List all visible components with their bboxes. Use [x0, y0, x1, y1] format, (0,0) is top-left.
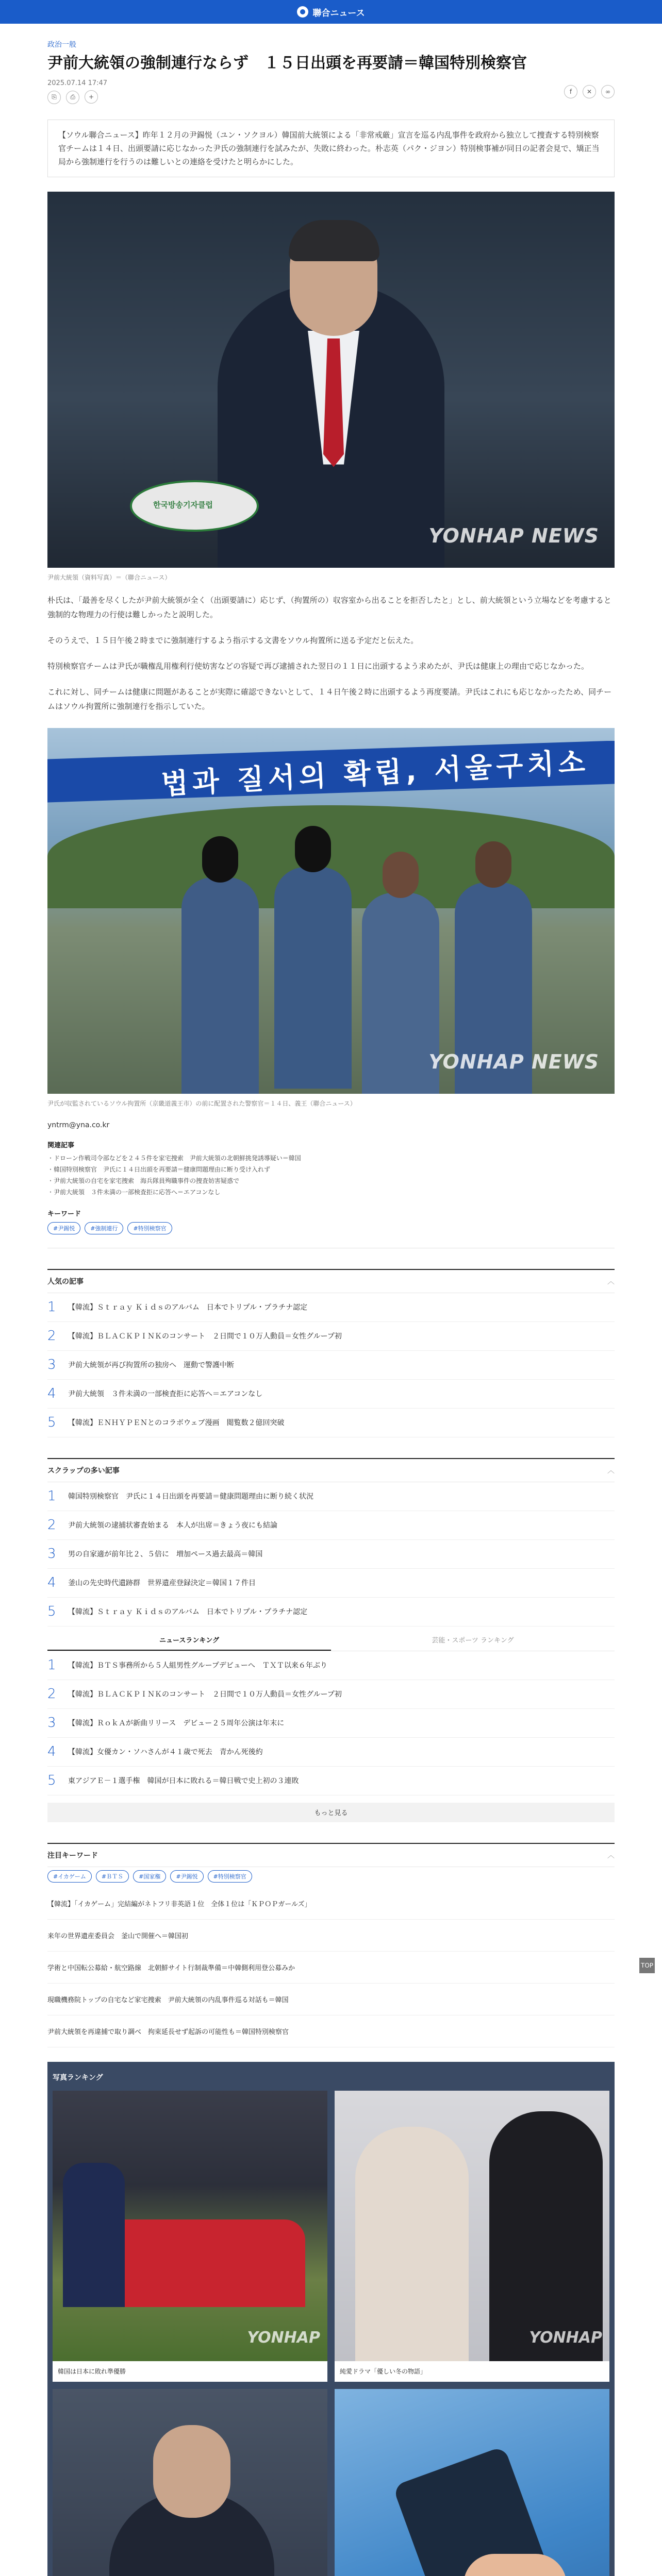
article-paragraph: これに対し、同チームは健康に問題があることが実際に確認できないとして、１４日午後２時に出頭するよう再度要請。尹氏はこれにも応じなかったため、同チームはソウル拘置所に強制連行を指示していた。	[47, 687, 612, 711]
keyword-tag[interactable]: #強制連行	[85, 1222, 123, 1234]
scrap-item[interactable]	[47, 1540, 615, 1569]
keyword-tag[interactable]: #尹錫悦	[47, 1222, 80, 1234]
rank-number: 5	[47, 1773, 56, 1788]
trending-tags	[47, 1870, 615, 1883]
ranking-tabs	[47, 1630, 615, 1651]
trending-tag[interactable]: #イカゲーム	[47, 1870, 92, 1883]
scrap-item-label: 韓国特別検察官 尹氏に１４日出頭を再要請＝健康問題理由に断り続く状況	[68, 1493, 313, 1501]
photo1-caption: 尹前大統領（資料写真）＝（聯合ニュース）	[47, 573, 171, 581]
bookmark-icon[interactable]: ⎘	[47, 91, 61, 104]
scrap-item[interactable]	[47, 1598, 615, 1626]
meta-row	[47, 79, 615, 104]
photo-card-image	[335, 2091, 609, 2361]
photo-officer	[274, 867, 352, 1089]
photo-officer	[362, 893, 439, 1094]
rank-number: 1	[47, 1299, 56, 1315]
photo-card-image	[335, 2389, 609, 2576]
keyword-tag[interactable]: #特別検察官	[127, 1222, 172, 1234]
rank-number: 2	[47, 1686, 56, 1702]
rank-number: 1	[47, 1657, 56, 1673]
popular-item-label: 【韓流】ＥＮＨＹＰＥＮとのコラボウェブ漫画 閲覧数２億回突破	[68, 1419, 285, 1427]
site-name[interactable]: 聯合ニュース	[312, 8, 365, 19]
scrap-item-label: 男の自家適が前年比２、５倍に 増加ペース過去最高＝韓国	[68, 1550, 263, 1558]
yonhap-logo-icon[interactable]	[297, 6, 308, 18]
ranking-item[interactable]	[47, 1651, 615, 1680]
rank-number: 4	[47, 1575, 56, 1590]
microphone-sign: 한국방송기자클럽	[153, 500, 213, 510]
photo-watermark: YONHAP	[247, 2328, 320, 2347]
related-item[interactable]: ・ ドローン作戦司令部などを２４５件を家宅捜索 尹前大統領の北朝鮮挑発誘導疑い＝韓国	[47, 1153, 615, 1164]
rank-number: 1	[47, 1488, 56, 1504]
article-headline: 尹前大統領の強制連行ならず １５日出頭を再要請＝韓国特別検察官	[47, 54, 527, 72]
popular-item[interactable]	[47, 1380, 615, 1409]
trending-news-item[interactable]: 尹前大統領を再違捕で取り調べ 拘束延長せず起訴の可能性も＝韓国特別検察官	[47, 2015, 615, 2047]
scrap-title: スクラップの多い記事	[47, 1466, 120, 1475]
trending-news-item[interactable]: 現職機務院トップの自宅など家宅捜索 尹前大統領の内乱事件巡る対話も＝韓国	[47, 1984, 615, 2015]
popular-item-label: 【韓流】ＢＬＡＣＫＰＩＮＫのコンサート ２日間で１０万人動員＝女性グループ初	[68, 1332, 342, 1341]
site-header	[0, 0, 662, 24]
facebook-share-icon[interactable]: f	[564, 85, 577, 98]
article-container	[47, 39, 615, 2576]
scrap-articles	[47, 1458, 615, 1626]
rank-number: 2	[47, 1517, 56, 1533]
tab-entertainment-ranking[interactable]: 芸能・スポーツ ランキング	[432, 1636, 514, 1645]
reporter-email[interactable]: yntrm@yna.co.kr	[47, 1121, 110, 1129]
scrap-item-label: 【韓流】Ｓｔｒａｙ Ｋｉｄｓのアルバム 日本でトリプル・プラチナ認定	[68, 1608, 308, 1616]
trending-title: 注目キーワード	[47, 1851, 98, 1860]
photo-figure-hair	[289, 220, 379, 261]
ranking-item-label: 東アジアＥ－１選手権 韓国が日本に敗れる＝韓日戦で史上初の３連敗	[68, 1777, 299, 1785]
chevron-up-icon[interactable]: ︿	[607, 1851, 615, 1860]
popular-item[interactable]	[47, 1293, 615, 1322]
chevron-up-icon[interactable]: ︿	[607, 1466, 615, 1475]
photo-ranking-title: 写真ランキング	[53, 2073, 103, 2082]
article-summary: 【ソウル聯合ニュース】昨年１２月の尹錫悦（ユン・ソクヨル）韓国前大統領による「非常戒厳」宣言を巡る内乱事件を政府から独立して捜査する特別検察官チームは１４日、出頭要請に応じなかった尹氏の強制連行を試みたが、失敗に終わった。朴志英（パク・ジヨン）特別検事補が同日の記者会見で、矯正当局から強制連行を行うのは難しいとの連絡を受けたと明らかにした。	[47, 120, 615, 177]
scroll-top-button[interactable]: TOP	[639, 1958, 655, 1973]
rank-number: 2	[47, 1328, 56, 1344]
ranking-item[interactable]	[47, 1738, 615, 1767]
ranking-item-label: 【韓流】ＲｏｋＡが新曲リリース デビュー２５周年公演は年末に	[68, 1719, 285, 1727]
rank-number: 5	[47, 1415, 56, 1430]
ranking-item-label: 【韓流】ＢＴＳ事務所から５人組男性グループデビューへ ＴＸＴ以来６年ぶり	[68, 1662, 327, 1670]
related-list	[47, 1153, 615, 1198]
trending-tag[interactable]: #ＢＴＳ	[96, 1870, 129, 1883]
print-icon[interactable]: ⎙	[66, 91, 79, 104]
related-item[interactable]: ・ 尹前大統領 ３件未満の一部検査拒に応答へ＝エアコンなし	[47, 1187, 615, 1198]
photo-card[interactable]	[53, 2389, 327, 2576]
link-share-icon[interactable]: ∞	[601, 85, 615, 98]
ranking-list	[47, 1651, 615, 1795]
related-title: 関連記事	[47, 1141, 75, 1149]
x-share-icon[interactable]: ✕	[583, 85, 596, 98]
photo-card[interactable]	[53, 2091, 327, 2382]
rank-number: 4	[47, 1386, 56, 1401]
popular-articles	[47, 1269, 615, 1437]
popular-item[interactable]	[47, 1351, 615, 1380]
rank-number: 5	[47, 1604, 56, 1619]
related-item[interactable]: ・ 尹前大統領の自宅を家宅捜索 海兵隊員殉職事件の捜査妨害疑惑で	[47, 1175, 615, 1187]
trending-news-item[interactable]: 来年の世界遺産委員会 釜山で開催へ＝韓国初	[47, 1920, 615, 1952]
rank-number: 3	[47, 1715, 56, 1731]
trending-news-item[interactable]: 【韓流】「イカゲーム」完結編がネトフリ非英語１位 全体１位は「ＫＰＯＰガールズ」	[47, 1888, 615, 1920]
popular-item-label: 尹前大統領 ３件未満の一部検査拒に応答へ＝エアコンなし	[68, 1390, 263, 1398]
banner-text: 법과 질서의 확립, 서울구치소	[160, 745, 590, 801]
ranking-item-label: 【韓流】ＢＬＡＣＫＰＩＮＫのコンサート ２日間で１０万人動員＝女性グループ初	[68, 1690, 342, 1699]
scrap-item-label: 釜山の先史時代遺跡群 世界遺産登録決定＝韓国１７件目	[68, 1579, 256, 1587]
trending-tag[interactable]: #尹錫悦	[170, 1870, 203, 1883]
popular-title: 人気の記事	[47, 1277, 84, 1286]
scrap-item-label: 尹前大統領の逮捕状審査始まる 本人が出席＝きょう夜にも結論	[68, 1521, 277, 1530]
ranking-item-label: 【韓流】女優カン・ソハさんが４１歳で死去 青かん死後約	[68, 1748, 263, 1756]
ranking-item[interactable]	[47, 1767, 615, 1795]
rank-number: 3	[47, 1546, 56, 1562]
article-photo-detention-center	[47, 728, 615, 1094]
article-paragraph: 特別検察官チームは尹氏が職権乱用権利行使妨害などの容疑で再び逮捕された翌日の１１日に出頭するよう求めたが、尹氏は健康上の理由で応じなかった。	[47, 661, 589, 671]
tab-news-ranking[interactable]: ニュースランキング	[47, 1630, 331, 1651]
trending-tag[interactable]: #特別検察官	[208, 1870, 252, 1883]
rank-number: 3	[47, 1357, 56, 1372]
photo-watermark: YONHAP	[529, 2328, 602, 2347]
photo-watermark: YONHAP NEWS	[428, 524, 599, 547]
photo-card-caption: 純愛ドラマ「優しい冬の物語」	[340, 2368, 427, 2375]
photo-watermark: YONHAP NEWS	[428, 1050, 599, 1073]
popular-item[interactable]	[47, 1322, 615, 1351]
photo-card[interactable]	[335, 2389, 609, 2576]
related-item[interactable]: ・ 韓国特別検察官 尹氏に１４日出頭を再要請＝健康問題理由に断り受け入れず	[47, 1164, 615, 1175]
scrap-item[interactable]	[47, 1569, 615, 1598]
popular-item-label: 【韓流】Ｓｔｒａｙ Ｋｉｄｓのアルバム 日本でトリプル・プラチナ認定	[68, 1303, 308, 1312]
more-button[interactable]: もっと見る	[47, 1803, 615, 1822]
rank-number: 4	[47, 1744, 56, 1759]
photo-card[interactable]	[335, 2091, 609, 2382]
scrap-item[interactable]	[47, 1511, 615, 1540]
photo2-caption: 尹氏が収監されているソウル拘置所（京畿道義王市）の前に配置された警察官＝１４日、義王（聯合ニュース）	[47, 1099, 356, 1107]
keyword-tags	[47, 1222, 615, 1234]
popular-item-label: 尹前大統領が再び拘置所の独房へ 運動で警護中断	[68, 1361, 234, 1369]
photo-card-caption: 韓国は日本に敗れ準優勝	[58, 2368, 126, 2375]
ranking-item[interactable]	[47, 1680, 615, 1709]
trending-tag[interactable]: #国家権	[133, 1870, 166, 1883]
article-body	[47, 593, 615, 714]
photo-card-image	[53, 2091, 327, 2361]
popular-item[interactable]	[47, 1409, 615, 1437]
article-photo-yoon	[47, 192, 615, 568]
photo-ranking	[47, 2062, 615, 2576]
chevron-up-icon[interactable]: ︿	[607, 1277, 615, 1286]
article-paragraph: そのうえで、１５日午後２時までに強制連行するよう指示する文書をソウル拘置所に送る予定だと伝えた。	[47, 635, 419, 645]
article-paragraph: 朴氏は、「最善を尽くしたが尹前大統領が全く（出頭要請に）応じず、（拘置所の）収容室から出ることを拒否したと」とし、前大統領という立場などを考慮すると強制的な物理力の行使は難しかったと説明した。	[47, 595, 611, 619]
photo-officer	[181, 877, 259, 1094]
font-size-icon[interactable]: +	[85, 90, 98, 104]
section-tag[interactable]: 政治一般	[47, 41, 76, 49]
photo-card-image	[53, 2389, 327, 2576]
trending-news-item[interactable]: 学術と中国転公募給・航空路線 北朝鮮サイト行制裁準備＝中韓側利用登公募みか	[47, 1952, 615, 1984]
scrap-item[interactable]	[47, 1482, 615, 1511]
ranking-item[interactable]	[47, 1709, 615, 1738]
keywords-title: キーワード	[47, 1210, 81, 1218]
article-date: 2025.07.14 17:47	[47, 79, 108, 87]
trending-keywords	[47, 1843, 615, 2047]
